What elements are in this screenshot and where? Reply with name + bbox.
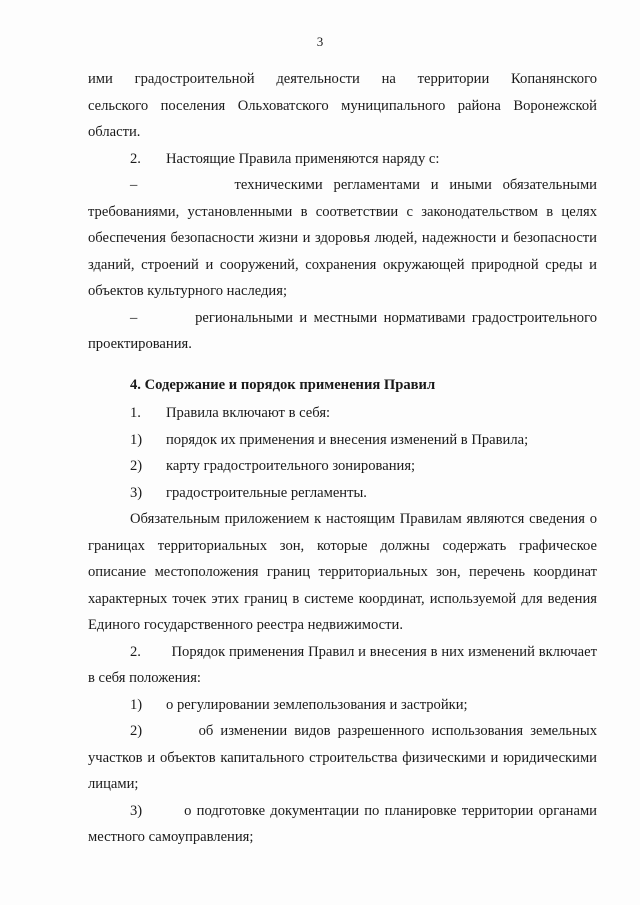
list-item: [88, 400, 597, 427]
item-number: 1): [130, 431, 143, 448]
item-text: о регулировании землепользования и застройки;: [166, 696, 468, 713]
list-item: [88, 639, 597, 692]
list-item: [88, 427, 597, 454]
paragraph: Обязательным приложением к настоящим Правилам являются сведения о границах территориальных зон, которые должны содержать графическое описание местоположения границ территориальных зон, перечень координат характерных точек этих границ в системе координат, используемой для ведения Единого государственного реестра недвижимости.: [88, 511, 597, 633]
list-item: [88, 718, 597, 798]
list-item: [88, 146, 597, 173]
item-number: 2): [130, 458, 143, 474]
item-text: техническими регламентами и иными обязательными требованиями, установленными в соответствии с законодательством в целях обеспечения безопасности жизни и здоровья людей, надежности и безопасности зданий, строений и сооружений, сохранения окружающей природной среды и объектов культурного наследия;: [88, 177, 597, 299]
item-number: 1.: [130, 405, 141, 421]
item-text: Настоящие Правила применяются наряду с:: [166, 150, 440, 167]
list-item: [88, 453, 597, 480]
document-body: [88, 66, 597, 851]
paragraph-line: ими градостроительной деятельности на территории Копанянского: [88, 71, 597, 87]
list-item: [88, 798, 597, 851]
section-heading: 4. Содержание и порядок применения Правил: [130, 376, 436, 393]
item-text: карту градостроительного зонирования;: [166, 458, 416, 474]
list-item: [88, 172, 597, 305]
item-text: о подготовке документации по планировке территории органами местного самоуправления;: [88, 802, 597, 845]
item-text: градостроительные регламенты.: [166, 484, 367, 501]
item-number: 1): [130, 696, 143, 713]
item-number: 2.: [130, 643, 141, 660]
item-number: –: [130, 309, 138, 326]
list-item: [88, 692, 597, 719]
item-text: Правила включают в себя:: [166, 405, 331, 421]
item-number: –: [130, 177, 138, 193]
paragraph-line: сельского поселения Ольховатского муниципального района Воронежской области.: [88, 97, 597, 140]
item-text: региональными и местными нормативами градостроительного проектирования.: [88, 309, 597, 352]
item-text: Порядок применения Правил и внесения в них изменений включает в себя положения:: [88, 643, 597, 686]
item-text: порядок их применения и внесения изменений в Правила;: [166, 431, 529, 448]
item-number: 3): [130, 484, 143, 501]
item-number: 2): [130, 723, 143, 739]
page-number: 3: [316, 34, 324, 49]
list-item: [88, 480, 597, 507]
list-item: [88, 305, 597, 358]
item-number: 3): [130, 802, 143, 819]
item-text: об изменении видов разрешенного использования земельных участков и объектов капитального строительства физическими и юридическими лицами;: [88, 723, 598, 792]
item-number: 2.: [130, 150, 141, 167]
